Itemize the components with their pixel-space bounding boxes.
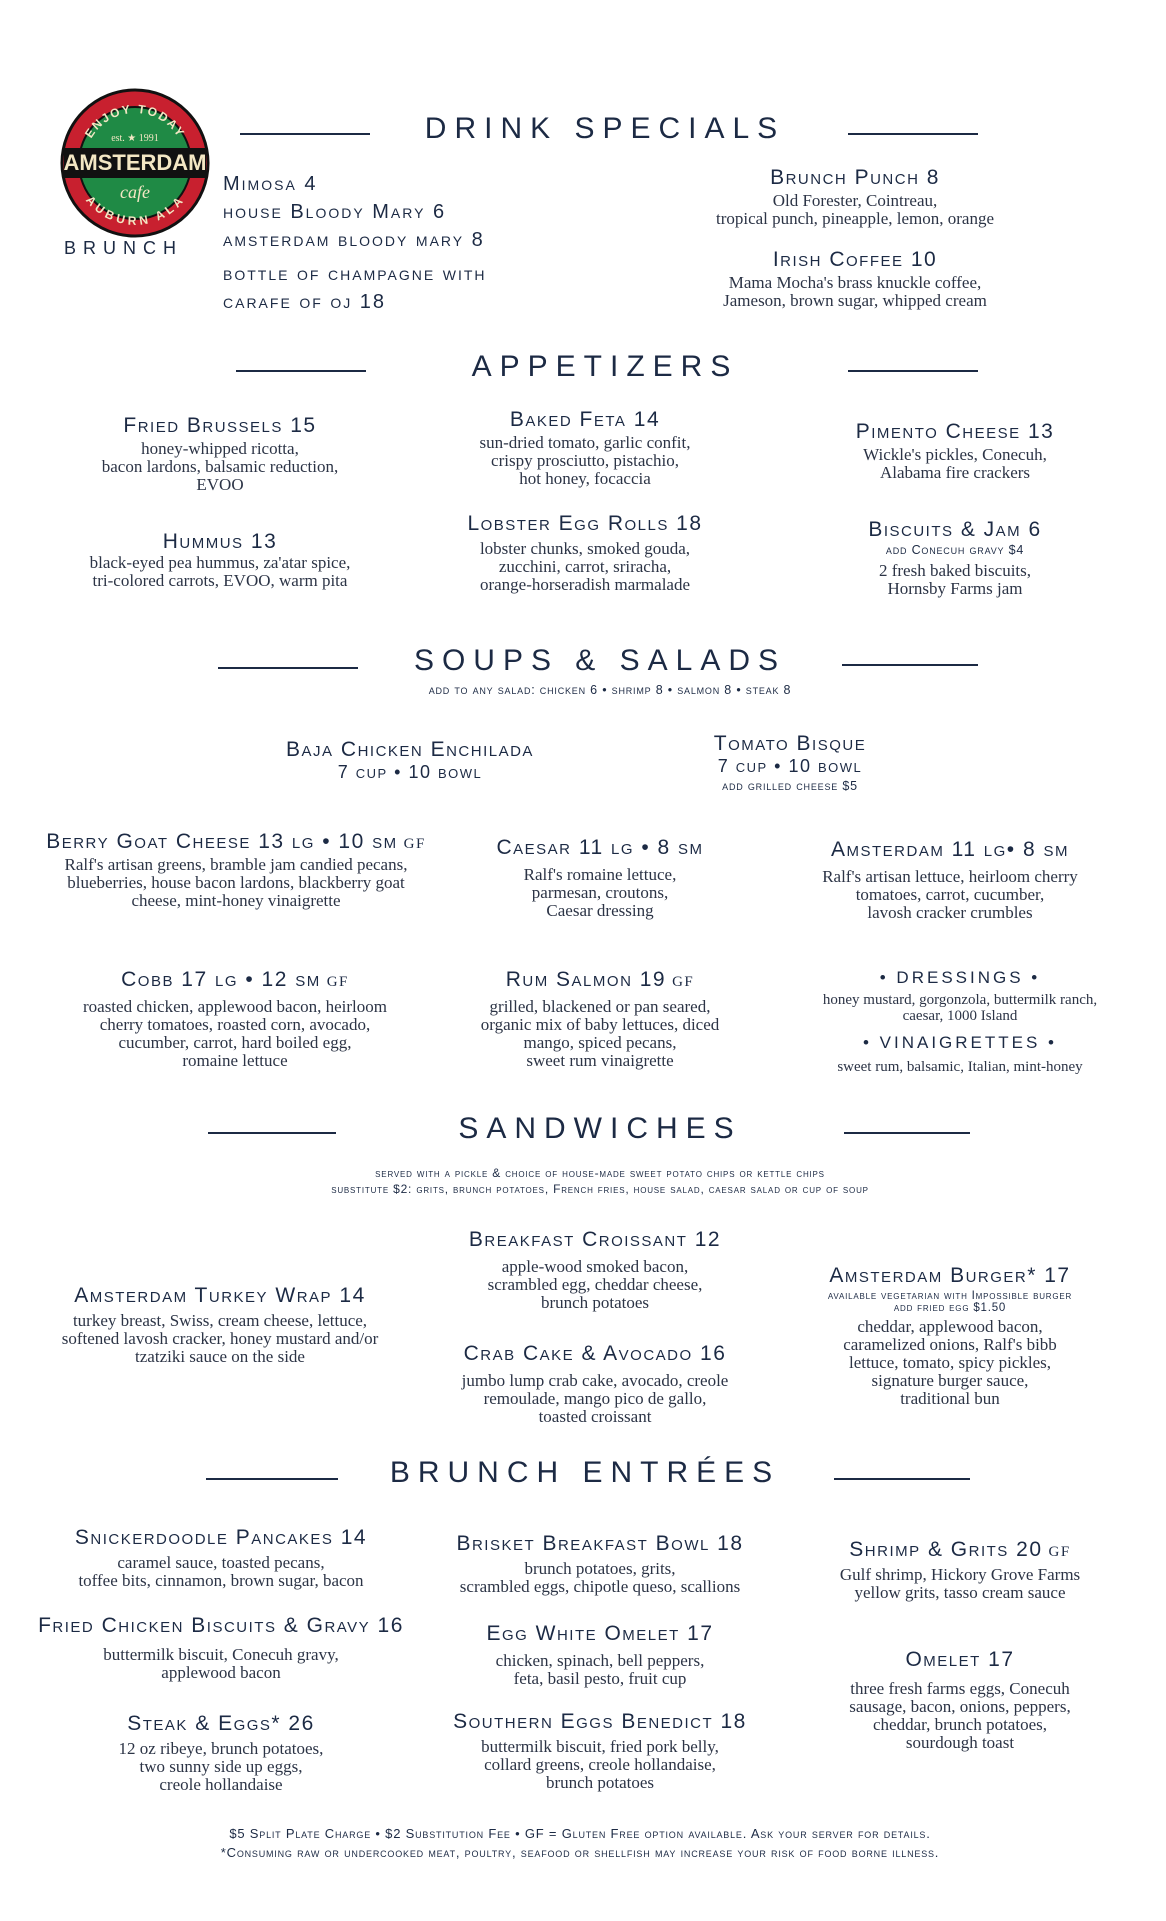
divider xyxy=(218,667,358,669)
vinaigrettes-title: • VINAIGRETTES • xyxy=(862,1033,1058,1052)
berry-goat-cheese: Berry Goat Cheese 13 lg • 10 sm GF Ralf's artisan greens, bramble jam candied pecans, blueberries, house bacon lardons, blackberry goat cheese, mint-honey vinaigrette xyxy=(46,830,426,911)
breakfast-croissant: Breakfast Croissant 12 apple-wood smoked bacon, scrambled egg, cheddar cheese, brunch potatoes xyxy=(468,1228,722,1313)
brunch-label: BRUNCH xyxy=(64,238,184,258)
baja-chicken-enchilada: Baja Chicken Enchilada 7 cup • 10 bowl xyxy=(286,738,534,783)
lobster-egg-rolls: Lobster Egg Rolls 18 lobster chunks, smoked gouda, zucchini, carrot, sriracha, orange-horseradish marmalade xyxy=(467,512,703,595)
southern-eggs-benedict: Southern Eggs Benedict 18 buttermilk biscuit, fried pork belly, collard greens, creole hollandaise, brunch potatoes xyxy=(453,1710,747,1793)
divider xyxy=(834,1478,970,1480)
logo-script: cafe xyxy=(120,182,150,202)
hummus: Hummus 13 black-eyed pea hummus, za'atar spice, tri-colored carrots, EVOO, warm pita xyxy=(89,530,351,591)
divider xyxy=(848,133,978,135)
caesar: Caesar 11 lg • 8 sm Ralf's romaine lettuce, parmesan, croutons, Caesar dressing xyxy=(496,836,704,921)
amsterdam-salad: Amsterdam 11 lg• 8 sm Ralf's artisan lettuce, heirloom cherry tomatoes, carrot, cucumber, lavosh cracker crumbles xyxy=(822,838,1078,923)
sandwich-note-2: substitute $2: grits, brunch potatoes, French fries, house salad, caesar salad or cup of soup xyxy=(331,1182,869,1196)
steak-eggs: Steak & Eggs* 26 12 oz ribeye, brunch potatoes, two sunny side up eggs, creole hollandaise xyxy=(118,1712,324,1795)
divider xyxy=(240,133,370,135)
brunch-entrees-heading: BRUNCH ENTRÉES xyxy=(389,1456,781,1489)
snickerdoodle-pancakes: Snickerdoodle Pancakes 14 caramel sauce, toasted pecans, toffee bits, cinnamon, brown sugar, bacon xyxy=(74,1526,368,1591)
logo-top-text: ENJOY TODAY xyxy=(81,101,189,141)
footer-warning: *Consuming raw or undercooked meat, poultry, seafood or shellfish may increase your risk of food borne illness. xyxy=(220,1845,940,1860)
sandwich-note-1: served with a pickle & choice of house-made sweet potato chips or kettle chips xyxy=(375,1166,825,1180)
amsterdam-burger: Amsterdam Burger* 17 available vegetarian with Impossible burger add fried egg $1.50 cheddar, applewood bacon, caramelized onions, Ralf's bibb lettuce, tomato, spicy pickles, signature burger sauce, traditional bun xyxy=(827,1264,1073,1409)
footer-fees: $5 Split Plate Charge • $2 Substitution Fee • GF = Gluten Free option available. Ask your server for details. xyxy=(229,1826,931,1841)
logo-name: AMSTERDAM xyxy=(63,150,207,175)
item-name: Irish Coffee 10 xyxy=(772,248,938,271)
omelet: Omelet 17 three fresh farms eggs, Conecuh sausage, bacon, onions, peppers, cheddar, brunch potatoes, sourdough toast xyxy=(849,1648,1071,1753)
divider xyxy=(848,370,978,372)
drink-item: Mimosa 4 xyxy=(223,173,318,195)
drink-specials-heading: DRINK SPECIALS xyxy=(424,112,786,145)
divider xyxy=(844,1132,970,1134)
drink-item: bottle of champagne with xyxy=(223,263,487,285)
drink-list xyxy=(223,170,487,316)
brisket-breakfast-bowl: Brisket Breakfast Bowl 18 brunch potatoes, grits, scrambled eggs, chipotle queso, scallions xyxy=(456,1532,744,1597)
egg-white-omelet: Egg White Omelet 17 chicken, spinach, bell peppers, feta, basil pesto, fruit cup xyxy=(486,1622,714,1689)
drink-item: amsterdam bloody mary 8 xyxy=(223,229,485,251)
divider xyxy=(208,1132,336,1134)
soups-salads-heading: SOUPS & SALADS xyxy=(413,644,787,677)
item-name: Brunch Punch 8 xyxy=(770,166,940,189)
baked-feta: Baked Feta 14 sun-dried tomato, garlic confit, crispy prosciutto, pistachio, hot honey, focaccia xyxy=(479,408,691,489)
divider xyxy=(236,370,366,372)
divider xyxy=(842,664,978,666)
fried-chicken-biscuits: Fried Chicken Biscuits & Gravy 16 buttermilk biscuit, Conecuh gravy, applewood bacon xyxy=(38,1614,404,1683)
logo-est: est. ★ 1991 xyxy=(111,133,159,144)
irish-coffee: Irish Coffee 10 Mama Mocha's brass knuckle coffee, Jameson, brown sugar, whipped cream xyxy=(660,248,1050,310)
drink-item: house Bloody Mary 6 xyxy=(223,201,447,223)
amsterdam-logo xyxy=(60,88,210,238)
appetizers-heading: APPETIZERS xyxy=(471,350,739,383)
biscuits-jam: Biscuits & Jam 6 add Conecuh gravy $4 2 fresh baked biscuits, Hornsby Farms jam xyxy=(868,518,1042,599)
divider xyxy=(206,1478,338,1480)
sandwiches-heading: SANDWICHES xyxy=(458,1112,742,1145)
logo-bottom-text: AUBURN ALA xyxy=(83,192,187,228)
dressings: • DRESSINGS • honey mustard, gorgonzola, buttermilk ranch, caesar, 1000 Island • VINAIGRETTES • sweet rum, balsamic, Italian, mint-honey xyxy=(780,968,1140,1075)
shrimp-grits: Shrimp & Grits 20 GF Gulf shrimp, Hickory Grove Farms yellow grits, tasso cream sauce xyxy=(839,1538,1081,1603)
pimento-cheese: Pimento Cheese 13 Wickle's pickles, Conecuh, Alabama fire crackers xyxy=(855,420,1055,483)
rum-salmon: Rum Salmon 19 GF grilled, blackened or pan seared, organic mix of baby lettuces, diced mango, spiced pecans, sweet rum vinaigrette xyxy=(480,968,720,1071)
crab-cake-avocado: Crab Cake & Avocado 16 jumbo lump crab cake, avocado, creole remoulade, mango pico de gallo, toasted croissant xyxy=(461,1342,729,1427)
tomato-bisque: Tomato Bisque 7 cup • 10 bowl add grilled cheese $5 xyxy=(713,732,867,793)
brunch-punch: Brunch Punch 8 Old Forester, Cointreau, tropical punch, pineapple, lemon, orange xyxy=(660,166,1050,228)
amsterdam-turkey-wrap: Amsterdam Turkey Wrap 14 turkey breast, Swiss, cream cheese, lettuce, softened lavosh cracker, honey mustard and/or tzatziki sauce on the side xyxy=(61,1284,379,1367)
cobb: Cobb 17 lg • 12 sm GF roasted chicken, applewood bacon, heirloom cherry tomatoes, roasted corn, avocado, cucumber, carrot, hard boiled egg, romaine lettuce xyxy=(82,968,387,1071)
fried-brussels: Fried Brussels 15 honey-whipped ricotta, bacon lardons, balsamic reduction, EVOO xyxy=(101,414,339,495)
drink-item: carafe of oj 18 xyxy=(223,291,387,313)
salad-addon-note: add to any salad: chicken 6 • shrimp 8 • salmon 8 • steak 8 xyxy=(428,683,792,697)
